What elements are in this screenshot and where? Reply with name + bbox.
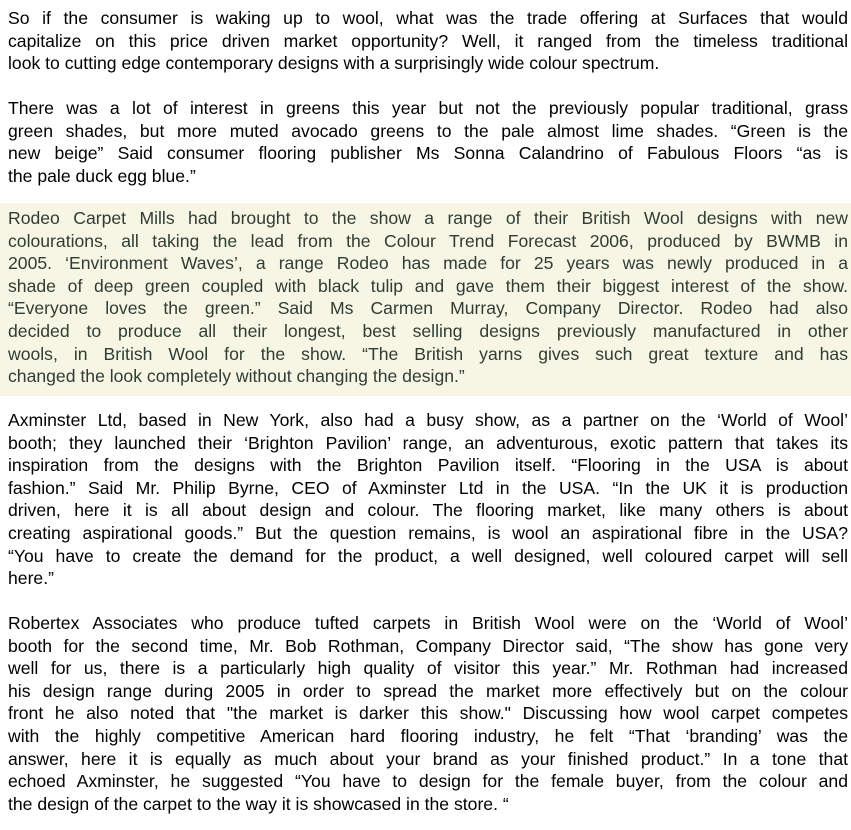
paragraph-rodeo-carpet-mills-highlighted: [0, 203, 851, 396]
text-line: look to cutting edge contemporary designs with a surprisingly wide colour spectrum.: [8, 53, 660, 74]
text-line: Axminster Ltd, based in New York, also had a busy show, as a partner on the ‘World of Wool’: [8, 410, 848, 430]
text-line: booth for the second time, Mr. Bob Rothman, Company Director said, “The show has gone very: [8, 635, 848, 656]
text-line: decided to produce all their longest, best selling designs previously manufactured in other: [8, 320, 848, 341]
text-line: here.”: [8, 568, 54, 589]
text-line: “You have to create the demand for the product, a well designed, well coloured carpet will sell: [8, 545, 848, 566]
text-line: So if the consumer is waking up to wool, what was the trade offering at Surfaces that would: [8, 8, 848, 28]
text-line: colourations, all taking the lead from the Colour Trend Forecast 2006, produced by BWMB in: [8, 230, 848, 251]
text-line: creating aspirational goods.” But the question remains, is wool an aspirational fibre in the USA?: [8, 522, 848, 543]
paragraph-greens-interest: [0, 97, 851, 187]
text-line: well for us, there is a particularly high quality of visitor this year.” Mr. Rothman had increased: [8, 658, 848, 679]
text-line: Rodeo Carpet Mills had brought to the show a range of their British Wool designs with new: [8, 208, 848, 228]
text-line: answer, here it is equally as much about your brand as your finished product.” In a tone that: [8, 748, 848, 769]
text-line: his design range during 2005 in order to spread the market more effectively but on the colour: [8, 680, 848, 701]
text-line: There was a lot of interest in greens this year but not the previously popular traditional, grass: [8, 98, 848, 118]
text-line: the pale duck egg blue.”: [8, 165, 196, 186]
text-line: inspiration from the designs with the Brighton Pavilion itself. “Flooring in the USA is about: [8, 455, 848, 476]
text-line: echoed Axminster, he suggested “You have to design for the female buyer, from the colour and: [8, 771, 848, 792]
text-line: front he also noted that "the market is darker this show." Discussing how wool carpet competes: [8, 703, 848, 724]
paragraph-axminster: [0, 409, 851, 590]
text-line: wools, in British Wool for the show. “The British yarns gives such great texture and has: [8, 343, 848, 364]
paragraph-trade-offering: [0, 7, 851, 75]
text-line: with the highly competitive American hard flooring industry, he felt “That ‘branding’ was the: [8, 725, 848, 746]
text-line: changed the look completely without changing the design.”: [8, 366, 465, 387]
text-line: green shades, but more muted avocado greens to the pale almost lime shades. “Green is the: [8, 120, 848, 141]
paragraph-robertex: [0, 612, 851, 815]
text-line: fashion.” Said Mr. Philip Byrne, CEO of Axminster Ltd in the USA. “In the UK it is production: [8, 477, 848, 498]
text-line: new beige” Said consumer flooring publisher Ms Sonna Calandrino of Fabulous Floors “as is: [8, 143, 848, 164]
text-line: the design of the carpet to the way it is showcased in the store. “: [8, 793, 509, 814]
text-line: driven, here it is all about design and colour. The flooring market, like many others is about: [8, 500, 848, 521]
text-line: booth; they launched their ‘Brighton Pavilion’ range, an adventurous, exotic pattern that takes its: [8, 432, 848, 453]
text-line: shade of deep green coupled with black tulip and gave them their biggest interest of the show.: [8, 275, 848, 296]
text-line: “Everyone loves the green.” Said Ms Carmen Murray, Company Director. Rodeo had also: [8, 298, 848, 319]
text-line: 2005. ‘Environment Waves’, a range Rodeo has made for 25 years was newly produced in a: [8, 253, 848, 274]
text-line: Robertex Associates who produce tufted carpets in British Wool were on the ‘World of Wool’: [8, 613, 848, 633]
text-line: capitalize on this price driven market opportunity? Well, it ranged from the timeless traditional: [8, 30, 848, 51]
